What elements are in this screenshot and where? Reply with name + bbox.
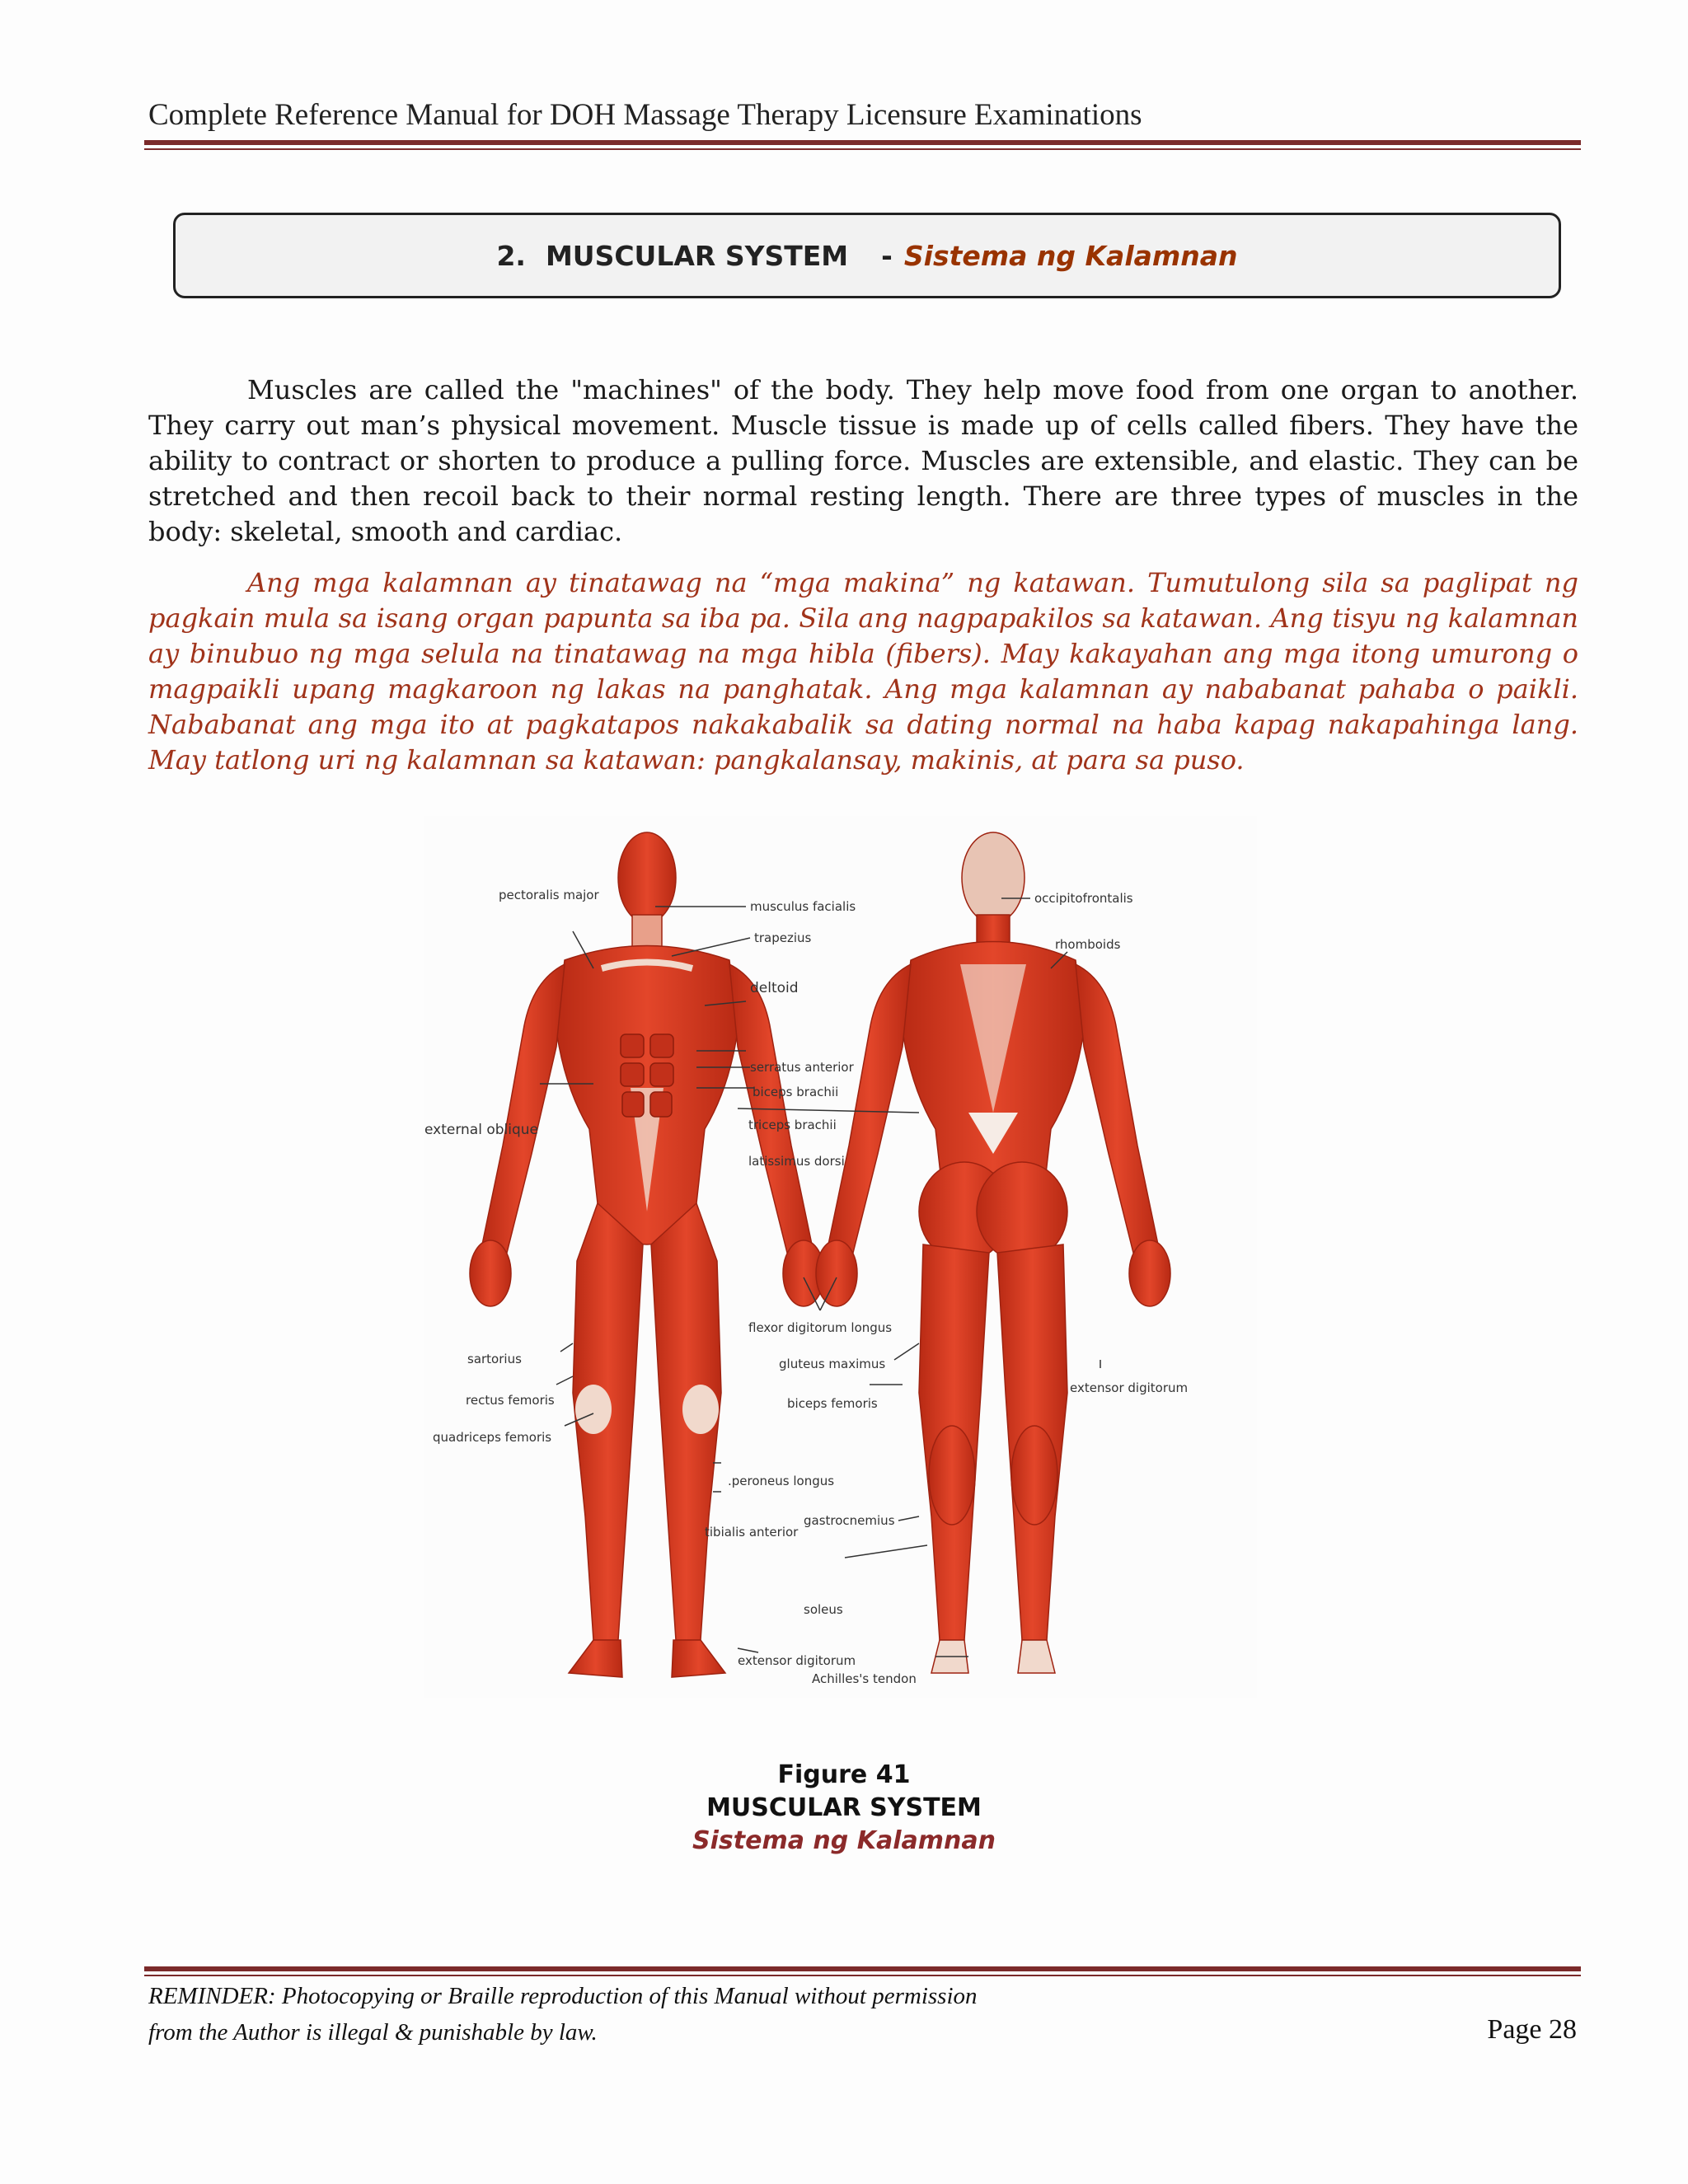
label-trapezius: trapezius bbox=[754, 930, 812, 945]
label-gluteus-maximus: gluteus maximus bbox=[779, 1357, 886, 1371]
label-serratus-anterior: serratus anterior bbox=[750, 1060, 854, 1075]
label-quadriceps-femoris: quadriceps femoris bbox=[433, 1430, 552, 1445]
header-rule-thin bbox=[144, 148, 1581, 150]
header-rule bbox=[144, 140, 1581, 145]
figure-caption-subtitle: Sistema ng Kalamnan bbox=[692, 1826, 996, 1855]
footer-reminder-line2: from the Author is illegal & punishable by law. bbox=[148, 2019, 598, 2046]
label-external-oblique: external oblique bbox=[424, 1122, 539, 1138]
section-separator: - bbox=[881, 239, 893, 272]
label-deltoid: deltoid bbox=[750, 980, 799, 996]
label-extensor-digitorum-lower: extensor digitorum bbox=[738, 1653, 856, 1668]
label-tibialis-anterior: tibialis anterior bbox=[705, 1525, 799, 1540]
running-header-title: Complete Reference Manual for DOH Massage Therapy Licensure Examinations bbox=[148, 98, 1142, 132]
tagalog-paragraph: Ang mga kalamnan ay tinatawag na “mga makina” ng katawan. Tumutulong sila sa paglipat ng pagkain mula sa isang organ papunta sa iba pa. Sila ang nagpapakilos sa katawan. Ang tisyu ng kalamnan ay binubuo ng mga selula na tinatawag na mga hibla (fibers). May kakayahan ang mga itong umurong o magpaikli upang magkaroon ng lakas na panghatak. Ang mga kalamnan ay nababanat pahaba o paikli. Nababanat ang mga ito at pagkatapos nakakabalik sa dating normal na haba kapag nakapahinga lang. May tatlong uri ng kalamnan sa katawan: pangkalansay, makinis, at para sa puso. bbox=[148, 567, 1578, 776]
muscular-system-figure bbox=[424, 816, 1257, 1698]
label-biceps-brachii: biceps brachii bbox=[753, 1085, 839, 1099]
section-heading-box bbox=[173, 213, 1561, 298]
label-rhomboids: rhomboids bbox=[1055, 937, 1121, 952]
label-biceps-femoris: biceps femoris bbox=[787, 1396, 878, 1411]
section-number: 2. bbox=[496, 239, 526, 272]
label-soleus: soleus bbox=[804, 1602, 843, 1617]
label-pectoralis-major: pectoralis major bbox=[499, 888, 599, 902]
section-subtitle: Sistema ng Kalamnan bbox=[903, 239, 1238, 272]
label-achilles-tendon: Achilles's tendon bbox=[812, 1671, 917, 1686]
label-extensor-digitorum-upper: extensor digitorum bbox=[1070, 1380, 1189, 1395]
label-peroneus-longus: .peroneus longus bbox=[728, 1474, 835, 1488]
label-flexor-digitorum-longus: flexor digitorum longus bbox=[748, 1320, 893, 1335]
figure-caption-number: Figure 41 bbox=[777, 1760, 911, 1789]
english-paragraph: Muscles are called the "machines" of the body. They help move food from one organ to another. They carry out man’s physical movement. Muscle tissue is made up of cells called fibers. They have the ability to contract or shorten to produce a pulling force. Muscles are extensible, and elastic. They can be stretched and then recoil back to their normal resting length. There are three types of muscles in the body: skeletal, smooth and cardiac. bbox=[148, 374, 1578, 547]
footer-rule-thin bbox=[144, 1975, 1581, 1976]
label-sartorius: sartorius bbox=[467, 1352, 522, 1366]
label-gastrocnemius: gastrocnemius bbox=[804, 1513, 895, 1528]
footer-rule bbox=[144, 1966, 1581, 1971]
footer-reminder-line1: REMINDER: Photocopying or Braille reproduction of this Manual without permission bbox=[148, 1983, 978, 2009]
label-triceps-brachii: triceps brachii bbox=[748, 1118, 837, 1132]
label-musculus-facialis: musculus facialis bbox=[750, 899, 856, 914]
label-rectus-femoris: rectus femoris bbox=[466, 1393, 555, 1408]
figure-caption-title: MUSCULAR SYSTEM bbox=[706, 1793, 982, 1822]
posterior-body-figure bbox=[816, 832, 1170, 1673]
section-title: MUSCULAR SYSTEM bbox=[545, 239, 849, 272]
muscle-illustration bbox=[424, 816, 1257, 1698]
page-number: Page 28 bbox=[1487, 2014, 1577, 2045]
label-occipitofrontalis: occipitofrontalis bbox=[1034, 891, 1133, 906]
label-latissimus-dorsi: latissimus dorsi bbox=[748, 1154, 845, 1169]
anterior-body-figure bbox=[470, 832, 824, 1677]
